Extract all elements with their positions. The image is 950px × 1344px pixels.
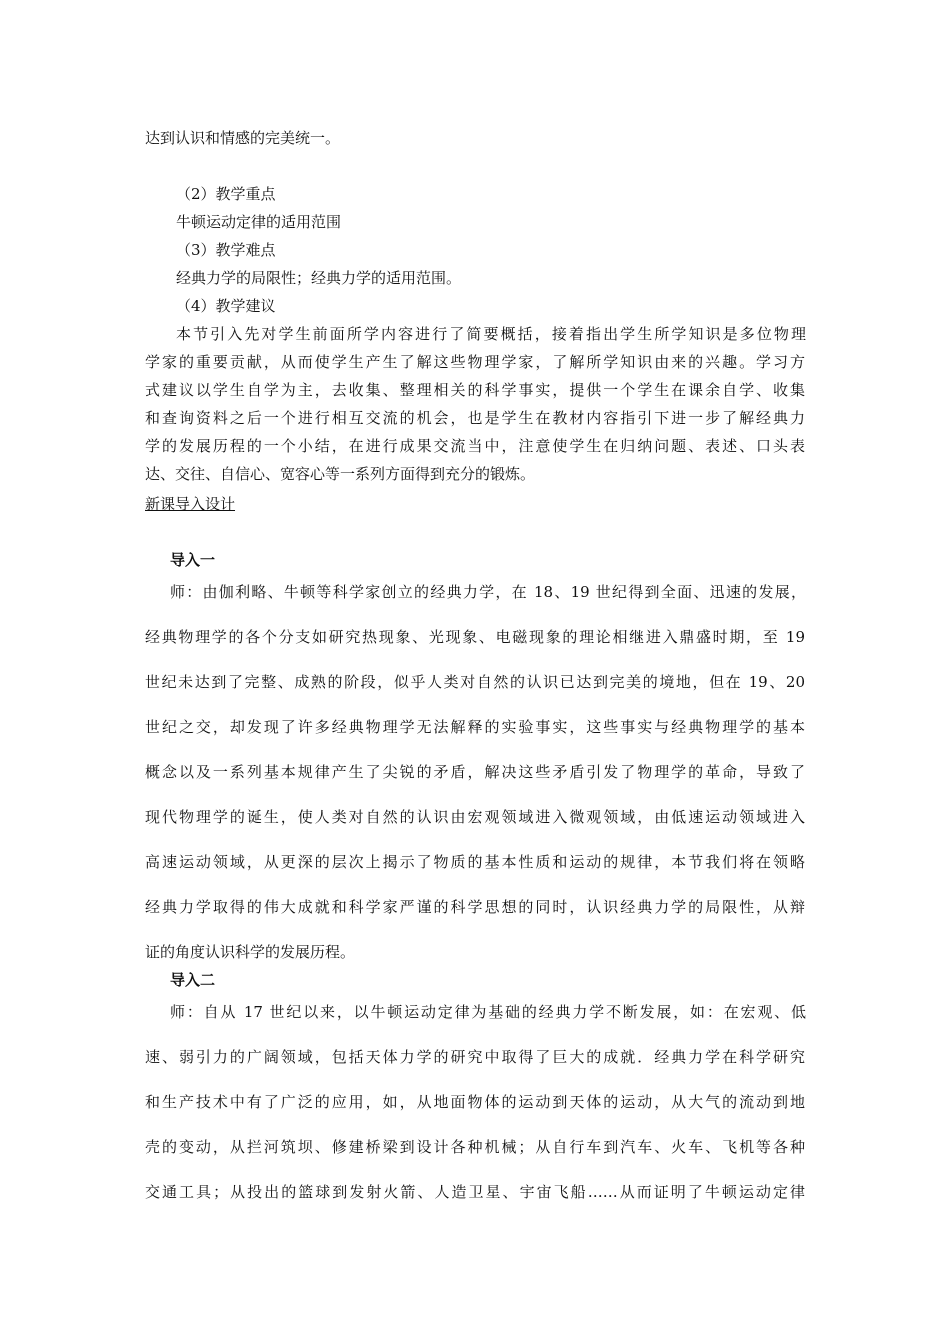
text-line: 世纪之交，却发现了许多经典物理学无法解释的实验事实，这些事实与经典物理学的基本 [145, 718, 805, 736]
text-line: 式建议以学生自学为主，去收集、整理相关的科学事实，提供一个学生在课余自学、收集 [145, 381, 805, 399]
text-line: 达到认识和情感的完美统一。 [145, 129, 341, 147]
text-line: 证的角度认识科学的发展历程。 [145, 943, 356, 961]
text-line: 概念以及一系列基本规律产生了尖锐的矛盾，解决这些矛盾引发了物理学的革命，导致了 [145, 763, 805, 781]
text-line: 牛顿运动定律的适用范围 [176, 213, 342, 231]
text-line: 学家的重要贡献，从而使学生产生了解这些物理学家，了解所学知识由来的兴趣。学习方 [145, 353, 805, 371]
text-line: 壳的变动，从拦河筑坝、修建桥梁到设计各种机械；从自行车到汽车、火车、飞机等各种 [145, 1138, 805, 1156]
intro1-title: 导入一 [170, 551, 216, 569]
text-line: 现代物理学的诞生，使人类对自然的认识由宏观领域进入微观领域，由低速运动领域进入 [145, 808, 805, 826]
heading-key-points: （2）教学重点 [176, 185, 276, 203]
text-line: 交通工具；从投出的篮球到发射火箭、人造卫星、宇宙飞船……从而证明了牛顿运动定律 [145, 1183, 805, 1201]
text-line: 世纪未达到了完整、成熟的阶段，似乎人类对自然的认识已达到完美的境地，但在 19、20 [145, 673, 805, 691]
text-line: 速、弱引力的广阔领域，包括天体力学的研究中取得了巨大的成就．经典力学在科学研究 [145, 1048, 805, 1066]
text-line: 师：自从 17 世纪以来，以牛顿运动定律为基础的经典力学不断发展，如：在宏观、低 [170, 1003, 806, 1021]
intro2-title: 导入二 [170, 971, 216, 989]
text-line: 经典力学取得的伟大成就和科学家严谨的科学思想的同时，认识经典力学的局限性，从辩 [145, 898, 805, 916]
text-line: 师：由伽利略、牛顿等科学家创立的经典力学，在 18、19 世纪得到全面、迅速的发展， [170, 583, 806, 601]
text-line: 和生产技术中有了广泛的应用，如，从地面物体的运动到天体的运动，从大气的流动到地 [145, 1093, 805, 1111]
text-line: 和查询资料之后一个进行相互交流的机会，也是学生在教材内容指引下进一步了解经典力 [145, 409, 805, 427]
text-line: 经典物理学的各个分支如研究热现象、光现象、电磁现象的理论相继进入鼎盛时期，至 19 [145, 628, 805, 646]
text-line: 高速运动领域，从更深的层次上揭示了物质的基本性质和运动的规律，本节我们将在领略 [145, 853, 805, 871]
design-link[interactable]: 新课导入设计 [145, 495, 236, 513]
heading-difficulties: （3）教学难点 [176, 241, 276, 259]
text-line: 经典力学的局限性；经典力学的适用范围。 [176, 269, 462, 287]
text-line: 本节引入先对学生前面所学内容进行了简要概括，接着指出学生所学知识是多位物理 [176, 325, 806, 343]
heading-suggestions: （4）教学建议 [176, 297, 276, 315]
text-line: 达、交往、自信心、宽容心等一系列方面得到充分的锻炼。 [145, 465, 536, 483]
text-line: 学的发展历程的一个小结，在进行成果交流当中，注意使学生在归纳问题、表述、口头表 [145, 437, 805, 455]
